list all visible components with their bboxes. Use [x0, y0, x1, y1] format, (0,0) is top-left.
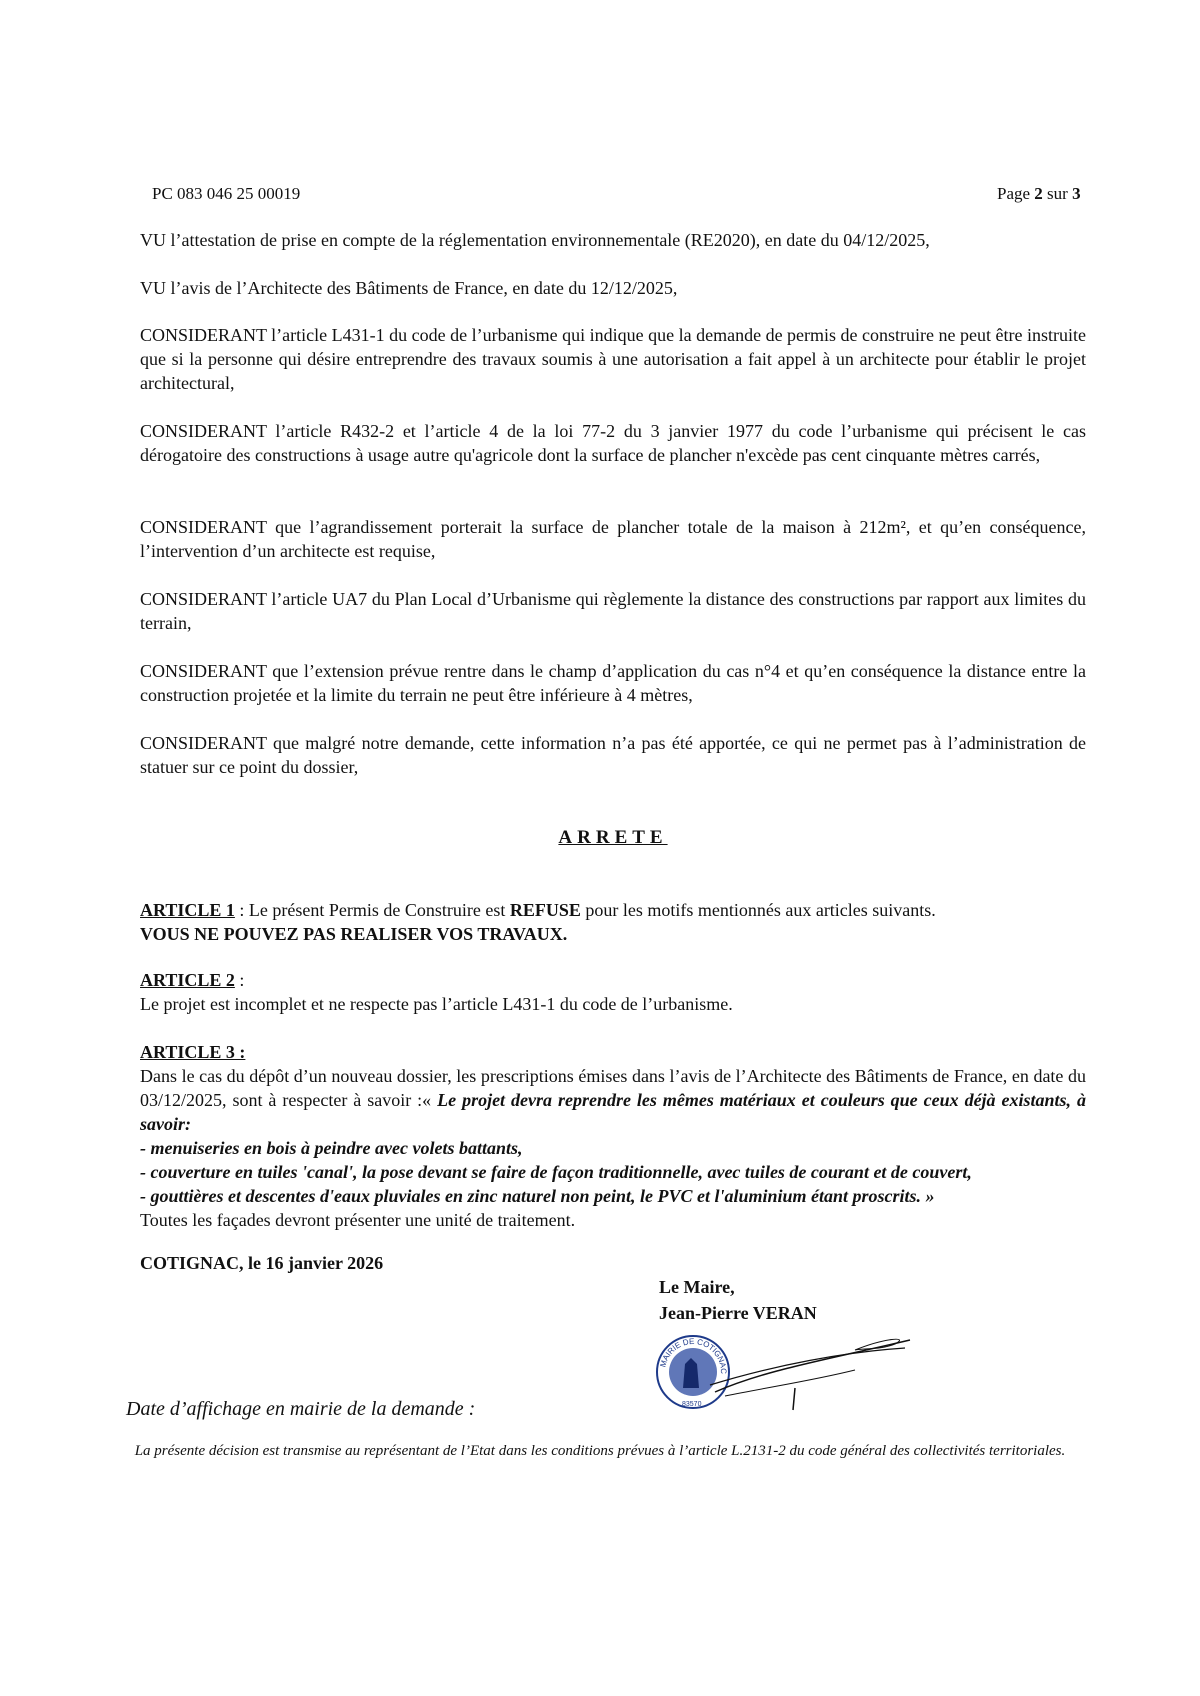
prescription-item: - couverture en tuiles 'canal', la pose devant se faire de façon traditionnelle, avec tuiles de courant et de couvert, — [140, 1162, 972, 1182]
article-1-warning: VOUS NE POUVEZ PAS REALISER VOS TRAVAUX. — [140, 924, 568, 944]
considerant-r432: CONSIDERANT l’article R432-2 et l’article 4 de la loi 77-2 du 3 janvier 1977 du code l’urbanisme qui précisent le cas dérogatoire des constructions à usage autre qu'agricole dont la surface de plancher n'excède pas cent cinquante mètres carrés, — [140, 421, 1086, 465]
stamp-and-signature-icon — [655, 1330, 915, 1420]
article-1-label: ARTICLE 1 — [140, 900, 235, 920]
article-2 — [140, 968, 1086, 1016]
article-2-label: ARTICLE 2 — [140, 970, 235, 990]
article-3-intro: Dans le cas du dépôt d’un nouveau dossier, les prescriptions émises dans l’avis de l’Architecte des Bâtiments de France, en date du 03/12/2025, sont à respecter à savoir :« — [140, 1066, 1086, 1110]
visa-abf: VU l’avis de l’Architecte des Bâtiments de France, en date du 12/12/2025, — [140, 278, 678, 298]
considerant-information: CONSIDERANT que malgré notre demande, cette information n’a pas été apportée, ce qui ne permet pas à l’administration de statuer sur ce point du dossier, — [140, 733, 1086, 777]
affichage-date-label: Date d’affichage en mairie de la demande : — [126, 1398, 476, 1420]
signatory-block — [659, 1274, 817, 1326]
article-3-closing: Toutes les façades devront présenter une unité de traitement. — [140, 1210, 576, 1230]
page-prefix: Page — [997, 184, 1035, 203]
considerant-l431: CONSIDERANT l’article L431-1 du code de l’urbanisme qui indique que la demande de permis de construire ne peut être instruite que si la personne qui désire entreprendre des travaux soumis à une autorisation a fait appel à un architecte pour établir le projet architectural, — [140, 325, 1086, 393]
considerant-extension: CONSIDERANT que l’extension prévue rentre dans le champ d’application du cas n°4 et qu’en conséquence la distance entre la construction projetée et la limite du terrain ne peut être inférieure à 4 mètres, — [140, 661, 1086, 705]
page-total: 3 — [1072, 184, 1081, 203]
stamp-text: MAIRIE DE COTIGNAC — [658, 1336, 729, 1375]
signatory-name: Jean-Pierre VERAN — [659, 1303, 817, 1323]
page-current: 2 — [1034, 184, 1043, 203]
mairie-stamp — [655, 1330, 915, 1425]
article-1 — [140, 898, 1086, 946]
article-3-label: ARTICLE 3 : — [140, 1042, 246, 1062]
place-date: COTIGNAC, le 16 janvier 2026 — [140, 1253, 384, 1273]
article-1-text-b: pour les motifs mentionnés aux articles suivants. — [580, 900, 936, 920]
signatory-title: Le Maire, — [659, 1277, 735, 1297]
footer-notice: La présente décision est transmise au représentant de l’Etat dans les conditions prévues à l’article L.2131-2 du code général des collectivités territoriales. — [134, 1443, 1066, 1459]
article-2-text: Le projet est incomplet et ne respecte pas l’article L431-1 du code de l’urbanisme. — [140, 994, 733, 1014]
permit-reference: PC 083 046 25 00019 — [152, 184, 301, 203]
refuse-status: REFUSE — [509, 900, 581, 920]
article-3 — [140, 1040, 1086, 1232]
prescription-item: - gouttières et descentes d'eaux pluviales en zinc naturel non peint, le PVC et l'aluminium étant proscrits. » — [140, 1186, 935, 1206]
prescription-item: - menuiseries en bois à peindre avec volets battants, — [140, 1138, 523, 1158]
page-sep: sur — [1042, 184, 1073, 203]
considerant-ua7: CONSIDERANT l’article UA7 du Plan Local d’Urbanisme qui règlemente la distance des constructions par rapport aux limites du terrain, — [140, 589, 1086, 633]
stamp-code: 83570 — [682, 1401, 702, 1408]
article-2-colon: : — [234, 970, 245, 990]
article-3-quote-intro: Le projet devra reprendre les mêmes matériaux et couleurs que ceux déjà existants, à savoir: — [140, 1090, 1086, 1134]
arrete-title: ARRETE — [558, 827, 668, 848]
considerant-surface: CONSIDERANT que l’agrandissement porterait la surface de plancher totale de la maison à 212m², et qu’en conséquence, l’intervention d’un architecte est requise, — [140, 517, 1086, 561]
page-number — [997, 184, 1081, 204]
visa-re2020: VU l’attestation de prise en compte de la réglementation environnementale (RE2020), en date du 04/12/2025, — [140, 230, 930, 250]
article-1-text-a: : Le présent Permis de Construire est — [234, 900, 510, 920]
